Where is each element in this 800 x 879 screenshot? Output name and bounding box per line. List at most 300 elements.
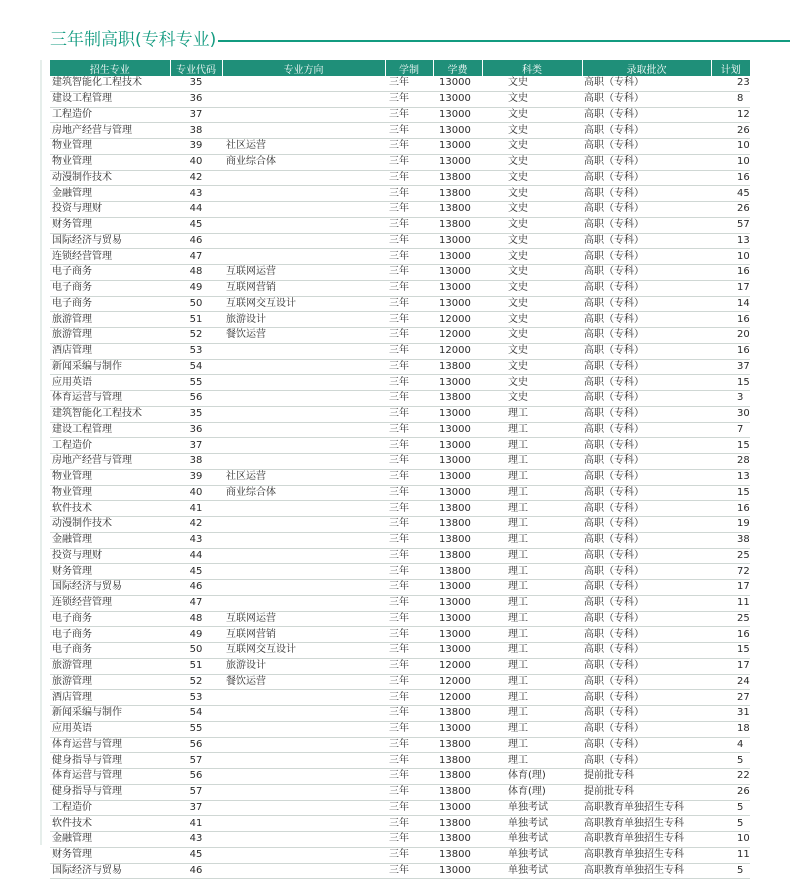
cell-plan: 37	[711, 359, 750, 375]
table-row	[50, 674, 750, 690]
cell-category: 单独考试	[482, 800, 582, 816]
cell-code: 48	[170, 611, 222, 627]
cell-direction	[222, 863, 385, 879]
cell-duration: 三年	[385, 406, 433, 422]
cell-major: 应用英语	[50, 721, 170, 737]
cell-plan: 26	[711, 123, 750, 139]
cell-major: 物业管理	[50, 154, 170, 170]
header-direction: 专业方向	[222, 60, 385, 76]
cell-duration: 三年	[385, 438, 433, 454]
cell-fee: 13000	[433, 296, 482, 312]
cell-category: 理工	[482, 517, 582, 533]
cell-fee: 13800	[433, 391, 482, 407]
left-margin-bar	[40, 60, 42, 845]
cell-category: 理工	[482, 627, 582, 643]
cell-fee: 12000	[433, 658, 482, 674]
cell-fee: 13000	[433, 611, 482, 627]
table-row	[50, 658, 750, 674]
cell-batch: 高职（专科）	[582, 391, 711, 407]
cell-fee: 12000	[433, 690, 482, 706]
table-row	[50, 312, 750, 328]
cell-category: 文史	[482, 186, 582, 202]
cell-plan: 16	[711, 170, 750, 186]
table-row	[50, 233, 750, 249]
cell-direction: 商业综合体	[222, 485, 385, 501]
cell-plan: 3	[711, 391, 750, 407]
cell-category: 理工	[482, 753, 582, 769]
cell-direction: 社区运营	[222, 469, 385, 485]
table-row	[50, 249, 750, 265]
cell-code: 44	[170, 202, 222, 218]
cell-code: 38	[170, 123, 222, 139]
cell-fee: 13000	[433, 485, 482, 501]
cell-batch: 高职（专科）	[582, 737, 711, 753]
cell-batch: 提前批专科	[582, 784, 711, 800]
table-row	[50, 753, 750, 769]
cell-code: 35	[170, 76, 222, 91]
cell-category: 文史	[482, 202, 582, 218]
cell-fee: 13000	[433, 580, 482, 596]
cell-direction	[222, 532, 385, 548]
cell-major: 物业管理	[50, 139, 170, 155]
table-row	[50, 863, 750, 879]
cell-major: 旅游管理	[50, 328, 170, 344]
cell-direction	[222, 170, 385, 186]
cell-fee: 13000	[433, 249, 482, 265]
cell-batch: 高职（专科）	[582, 469, 711, 485]
cell-category: 文史	[482, 154, 582, 170]
table-row	[50, 343, 750, 359]
cell-major: 健身指导与管理	[50, 784, 170, 800]
cell-direction	[222, 816, 385, 832]
cell-code: 43	[170, 186, 222, 202]
cell-batch: 高职（专科）	[582, 690, 711, 706]
cell-duration: 三年	[385, 76, 433, 91]
cell-major: 新闻采编与制作	[50, 706, 170, 722]
cell-code: 50	[170, 296, 222, 312]
cell-category: 理工	[482, 706, 582, 722]
cell-duration: 三年	[385, 548, 433, 564]
table-row	[50, 737, 750, 753]
cell-code: 43	[170, 832, 222, 848]
cell-batch: 高职（专科）	[582, 674, 711, 690]
cell-batch: 高职（专科）	[582, 139, 711, 155]
cell-batch: 高职（专科）	[582, 91, 711, 107]
cell-category: 文史	[482, 312, 582, 328]
cell-major: 财务管理	[50, 564, 170, 580]
cell-direction	[222, 438, 385, 454]
cell-major: 健身指导与管理	[50, 753, 170, 769]
cell-code: 57	[170, 753, 222, 769]
cell-major: 电子商务	[50, 627, 170, 643]
cell-category: 理工	[482, 485, 582, 501]
cell-batch: 高职（专科）	[582, 595, 711, 611]
header-code: 专业代码	[170, 60, 222, 76]
cell-plan: 57	[711, 217, 750, 233]
cell-duration: 三年	[385, 690, 433, 706]
cell-plan: 26	[711, 202, 750, 218]
cell-batch: 高职（专科）	[582, 643, 711, 659]
cell-major: 电子商务	[50, 280, 170, 296]
cell-code: 52	[170, 674, 222, 690]
table-row	[50, 564, 750, 580]
cell-duration: 三年	[385, 863, 433, 879]
cell-fee: 13800	[433, 816, 482, 832]
cell-duration: 三年	[385, 832, 433, 848]
cell-plan: 15	[711, 485, 750, 501]
cell-category: 文史	[482, 343, 582, 359]
cell-category: 理工	[482, 438, 582, 454]
cell-duration: 三年	[385, 217, 433, 233]
cell-fee: 13000	[433, 422, 482, 438]
table-row	[50, 454, 750, 470]
cell-batch: 高职（专科）	[582, 154, 711, 170]
cell-direction	[222, 202, 385, 218]
table-row	[50, 485, 750, 501]
cell-major: 建设工程管理	[50, 422, 170, 438]
cell-fee: 13800	[433, 706, 482, 722]
cell-plan: 30	[711, 406, 750, 422]
cell-major: 动漫制作技术	[50, 170, 170, 186]
cell-direction: 旅游设计	[222, 312, 385, 328]
cell-direction	[222, 186, 385, 202]
table-row	[50, 280, 750, 296]
cell-plan: 72	[711, 564, 750, 580]
cell-direction: 餐饮运营	[222, 674, 385, 690]
cell-plan: 16	[711, 627, 750, 643]
cell-code: 49	[170, 280, 222, 296]
cell-duration: 三年	[385, 312, 433, 328]
cell-category: 理工	[482, 721, 582, 737]
cell-duration: 三年	[385, 107, 433, 123]
cell-category: 文史	[482, 249, 582, 265]
cell-fee: 13800	[433, 501, 482, 517]
cell-plan: 31	[711, 706, 750, 722]
cell-duration: 三年	[385, 280, 433, 296]
cell-direction	[222, 91, 385, 107]
cell-category: 理工	[482, 611, 582, 627]
cell-duration: 三年	[385, 469, 433, 485]
cell-plan: 16	[711, 312, 750, 328]
cell-code: 43	[170, 532, 222, 548]
cell-duration: 三年	[385, 123, 433, 139]
cell-direction: 餐饮运营	[222, 328, 385, 344]
cell-plan: 4	[711, 737, 750, 753]
cell-plan: 11	[711, 847, 750, 863]
cell-direction: 互联网交互设计	[222, 296, 385, 312]
title-rule	[218, 40, 790, 42]
cell-major: 建筑智能化工程技术	[50, 406, 170, 422]
cell-category: 文史	[482, 123, 582, 139]
cell-plan: 5	[711, 800, 750, 816]
cell-code: 53	[170, 343, 222, 359]
cell-batch: 高职（专科）	[582, 485, 711, 501]
cell-plan: 10	[711, 139, 750, 155]
cell-code: 57	[170, 784, 222, 800]
cell-batch: 高职（专科）	[582, 406, 711, 422]
cell-fee: 13800	[433, 359, 482, 375]
cell-plan: 18	[711, 721, 750, 737]
cell-fee: 13800	[433, 548, 482, 564]
cell-plan: 17	[711, 658, 750, 674]
cell-fee: 13000	[433, 454, 482, 470]
cell-code: 51	[170, 658, 222, 674]
cell-batch: 高职（专科）	[582, 721, 711, 737]
cell-fee: 13800	[433, 517, 482, 533]
cell-category: 理工	[482, 658, 582, 674]
cell-duration: 三年	[385, 595, 433, 611]
table-row	[50, 469, 750, 485]
cell-batch: 高职教育单独招生专科	[582, 816, 711, 832]
cell-batch: 高职教育单独招生专科	[582, 832, 711, 848]
cell-code: 53	[170, 690, 222, 706]
cell-major: 建筑智能化工程技术	[50, 76, 170, 91]
cell-category: 文史	[482, 296, 582, 312]
table-row	[50, 501, 750, 517]
cell-fee: 13000	[433, 438, 482, 454]
cell-duration: 三年	[385, 611, 433, 627]
cell-direction	[222, 249, 385, 265]
cell-category: 理工	[482, 564, 582, 580]
table-row	[50, 438, 750, 454]
cell-batch: 高职（专科）	[582, 343, 711, 359]
table-row	[50, 548, 750, 564]
header-category: 科类	[482, 60, 582, 76]
cell-direction	[222, 737, 385, 753]
cell-plan: 7	[711, 422, 750, 438]
cell-duration: 三年	[385, 359, 433, 375]
cell-direction	[222, 847, 385, 863]
cell-category: 文史	[482, 107, 582, 123]
cell-category: 理工	[482, 469, 582, 485]
table-row	[50, 422, 750, 438]
cell-batch: 高职（专科）	[582, 249, 711, 265]
cell-direction	[222, 123, 385, 139]
cell-major: 电子商务	[50, 611, 170, 627]
cell-code: 50	[170, 643, 222, 659]
cell-direction	[222, 343, 385, 359]
cell-category: 体育(理)	[482, 769, 582, 785]
cell-plan: 15	[711, 643, 750, 659]
cell-batch: 高职（专科）	[582, 548, 711, 564]
cell-duration: 三年	[385, 391, 433, 407]
cell-direction	[222, 375, 385, 391]
table-row	[50, 406, 750, 422]
cell-code: 45	[170, 564, 222, 580]
cell-fee: 13800	[433, 217, 482, 233]
cell-direction: 商业综合体	[222, 154, 385, 170]
cell-batch: 提前批专科	[582, 769, 711, 785]
cell-duration: 三年	[385, 343, 433, 359]
cell-code: 51	[170, 312, 222, 328]
cell-major: 投资与理财	[50, 202, 170, 218]
table-body	[50, 76, 750, 879]
cell-fee: 13800	[433, 737, 482, 753]
cell-fee: 13800	[433, 564, 482, 580]
cell-fee: 13000	[433, 107, 482, 123]
cell-category: 文史	[482, 217, 582, 233]
cell-code: 55	[170, 375, 222, 391]
header-duration: 学制	[385, 60, 433, 76]
table-row	[50, 217, 750, 233]
cell-category: 理工	[482, 422, 582, 438]
cell-batch: 高职（专科）	[582, 265, 711, 281]
cell-major: 软件技术	[50, 501, 170, 517]
cell-batch: 高职（专科）	[582, 280, 711, 296]
cell-plan: 25	[711, 611, 750, 627]
cell-duration: 三年	[385, 517, 433, 533]
cell-duration: 三年	[385, 296, 433, 312]
cell-duration: 三年	[385, 202, 433, 218]
table-row	[50, 611, 750, 627]
cell-code: 55	[170, 721, 222, 737]
cell-code: 39	[170, 469, 222, 485]
cell-plan: 12	[711, 107, 750, 123]
cell-major: 体育运营与管理	[50, 737, 170, 753]
cell-major: 国际经济与贸易	[50, 233, 170, 249]
cell-plan: 8	[711, 91, 750, 107]
table-row	[50, 265, 750, 281]
cell-code: 49	[170, 627, 222, 643]
cell-batch: 高职（专科）	[582, 375, 711, 391]
cell-plan: 23	[711, 76, 750, 91]
table-row	[50, 123, 750, 139]
cell-code: 42	[170, 170, 222, 186]
table-row	[50, 580, 750, 596]
cell-batch: 高职（专科）	[582, 359, 711, 375]
cell-code: 41	[170, 501, 222, 517]
cell-plan: 24	[711, 674, 750, 690]
cell-direction	[222, 706, 385, 722]
cell-category: 理工	[482, 643, 582, 659]
cell-plan: 11	[711, 595, 750, 611]
cell-fee: 13000	[433, 595, 482, 611]
cell-category: 文史	[482, 375, 582, 391]
cell-direction: 互联网交互设计	[222, 643, 385, 659]
cell-plan: 25	[711, 548, 750, 564]
cell-plan: 20	[711, 328, 750, 344]
cell-plan: 5	[711, 816, 750, 832]
cell-major: 金融管理	[50, 186, 170, 202]
table-row	[50, 769, 750, 785]
cell-batch: 高职教育单独招生专科	[582, 800, 711, 816]
cell-category: 单独考试	[482, 863, 582, 879]
cell-category: 理工	[482, 674, 582, 690]
cell-code: 38	[170, 454, 222, 470]
cell-duration: 三年	[385, 91, 433, 107]
cell-major: 旅游管理	[50, 312, 170, 328]
cell-major: 物业管理	[50, 469, 170, 485]
cell-fee: 13000	[433, 265, 482, 281]
cell-plan: 10	[711, 249, 750, 265]
table-row	[50, 391, 750, 407]
cell-batch: 高职（专科）	[582, 296, 711, 312]
table-row	[50, 359, 750, 375]
cell-category: 文史	[482, 265, 582, 281]
cell-plan: 38	[711, 532, 750, 548]
cell-duration: 三年	[385, 139, 433, 155]
enrollment-table	[50, 60, 750, 879]
cell-direction	[222, 517, 385, 533]
cell-fee: 12000	[433, 328, 482, 344]
cell-duration: 三年	[385, 501, 433, 517]
cell-category: 理工	[482, 595, 582, 611]
cell-direction	[222, 391, 385, 407]
cell-major: 电子商务	[50, 265, 170, 281]
cell-batch: 高职（专科）	[582, 107, 711, 123]
cell-code: 36	[170, 91, 222, 107]
cell-code: 54	[170, 359, 222, 375]
cell-duration: 三年	[385, 328, 433, 344]
cell-fee: 13800	[433, 170, 482, 186]
cell-category: 文史	[482, 91, 582, 107]
cell-plan: 13	[711, 233, 750, 249]
cell-fee: 13800	[433, 784, 482, 800]
table-row	[50, 847, 750, 863]
cell-fee: 13800	[433, 202, 482, 218]
cell-plan: 17	[711, 580, 750, 596]
cell-category: 理工	[482, 406, 582, 422]
cell-fee: 13800	[433, 186, 482, 202]
cell-fee: 13000	[433, 233, 482, 249]
cell-direction	[222, 501, 385, 517]
cell-fee: 13000	[433, 643, 482, 659]
table-row	[50, 170, 750, 186]
cell-duration: 三年	[385, 847, 433, 863]
cell-batch: 高职（专科）	[582, 706, 711, 722]
cell-major: 电子商务	[50, 296, 170, 312]
cell-major: 工程造价	[50, 800, 170, 816]
cell-fee: 13000	[433, 800, 482, 816]
cell-code: 39	[170, 139, 222, 155]
cell-fee: 13000	[433, 469, 482, 485]
cell-category: 文史	[482, 359, 582, 375]
cell-fee: 13800	[433, 832, 482, 848]
cell-plan: 15	[711, 375, 750, 391]
cell-major: 金融管理	[50, 832, 170, 848]
cell-duration: 三年	[385, 800, 433, 816]
cell-fee: 13000	[433, 280, 482, 296]
cell-major: 建设工程管理	[50, 91, 170, 107]
cell-category: 文史	[482, 170, 582, 186]
cell-plan: 22	[711, 769, 750, 785]
cell-code: 37	[170, 107, 222, 123]
cell-duration: 三年	[385, 454, 433, 470]
cell-fee: 13800	[433, 753, 482, 769]
cell-category: 体育(理)	[482, 784, 582, 800]
header-fee: 学费	[433, 60, 482, 76]
cell-major: 应用英语	[50, 375, 170, 391]
cell-code: 56	[170, 391, 222, 407]
table-row	[50, 91, 750, 107]
cell-code: 35	[170, 406, 222, 422]
table-row	[50, 154, 750, 170]
cell-code: 46	[170, 863, 222, 879]
cell-plan: 19	[711, 517, 750, 533]
cell-duration: 三年	[385, 485, 433, 501]
cell-batch: 高职（专科）	[582, 217, 711, 233]
cell-major: 财务管理	[50, 217, 170, 233]
cell-plan: 28	[711, 454, 750, 470]
cell-major: 财务管理	[50, 847, 170, 863]
cell-fee: 13000	[433, 91, 482, 107]
cell-major: 软件技术	[50, 816, 170, 832]
table-row	[50, 721, 750, 737]
cell-direction	[222, 800, 385, 816]
cell-code: 37	[170, 800, 222, 816]
cell-duration: 三年	[385, 737, 433, 753]
cell-fee: 13000	[433, 627, 482, 643]
